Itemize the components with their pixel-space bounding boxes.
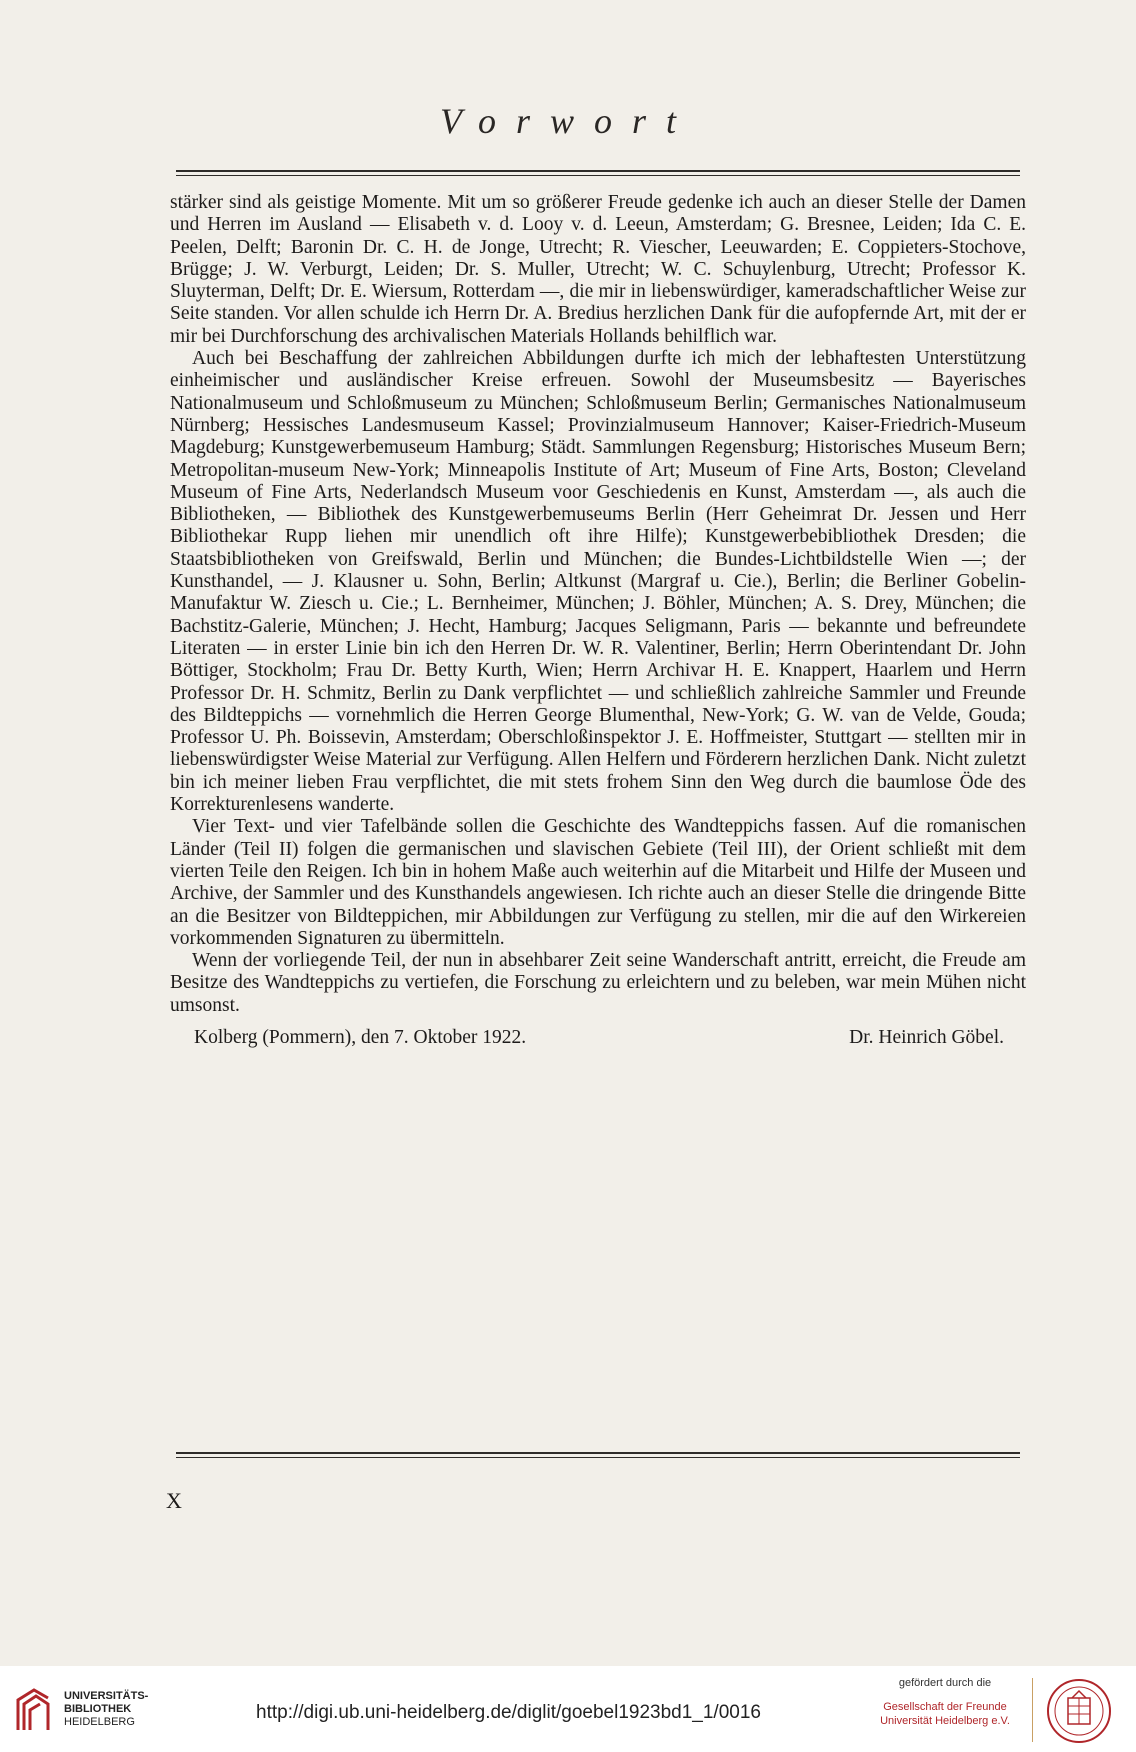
paragraph: Vier Text- und vier Tafelbände sollen die Geschichte des Wandteppichs fassen. Auf die romanischen Länder (Teil II) folgen die germanischen und slavischen Gebiete (Teil III), der Orient schließt mit dem vierten Teile den Reigen. Ich bin in hohem Maße auch weiterhin auf die Mitarbeit und Hilfe der Museen und Archive, der Sammler und des Kunsthandels angewiesen. Ich richte auch an dieser Stelle die dringende Bitte an die Besitzer von Bildteppichen, mir Abbildungen zur Verfügung zu stellen, mir die auf den Wirkereien vorkommenden Signaturen zu übermitteln. [170, 816, 1026, 949]
header-rule-bottom [176, 175, 1020, 176]
library-name [64, 1690, 148, 1729]
paragraph: Auch bei Beschaffung der zahlreichen Abbildungen durfte ich mich der lebhaftesten Unterstützung einheimischer und ausländischer Kreise erfreuen. Sowohl der Museumsbesitz — Bayerisches Nationalmuseum und Schloßmuseum zu München; Schloßmuseum Berlin; Germanisches Nationalmuseum Nürnberg; Hessisches Landesmuseum Kassel; Provinzialmuseum Hannover; Kaiser-Friedrich-Museum Magdeburg; Kunstgewerbemuseum Hamburg; Städt. Sammlungen Regensburg; Historisches Museum Bern; Metropolitan-museum New-York; Minneapolis Institute of Art; Museum of Fine Arts, Boston; Cleveland Museum of Fine Arts, Nederlandsch Museum voor Geschiedenis en Kunst, Amsterdam —, als auch die Bibliotheken, — Bibliothek des Kunstgewerbemuseums Berlin (Herr Geheimrat Dr. Jessen und Herr Bibliothekar Rupp liehen mir unendlich oft ihre Hilfe); Kunstgewerbebibliothek Dresden; die Staatsbibliotheken von Greifswald, Berlin und München; die Bundes-Lichtbildstelle Wien —; der Kunsthandel, — J. Klausner u. Sohn, Berlin; Altkunst (Margraf u. Cie.), Berlin; die Berliner Gobelin-Manufaktur W. Ziesch u. Cie.; L. Bernheimer, München; J. Böhler, München; A. S. Drey, München; die Bachstitz-Galerie, München; J. Hecht, Hamburg; Jacques Seligmann, Paris — bekannte und befreundete Literaten — in erster Linie bin ich den Herren Dr. W. R. Valentiner, Berlin; Herrn Oberintendant Dr. John Böttiger, Stockholm; Frau Dr. Betty Kurth, Wien; Herrn Archivar H. E. Knappert, Haarlem und Herrn Professor Dr. H. Schmitz, Berlin zu Dank verpflichtet — und schließlich zahlreiche Sammler und Freunde des Bildteppichs — vornehmlich die Herren George Blumenthal, New-York; G. W. van de Velde, Gouda; Professor U. Ph. Boissevin, Amsterdam; Oberschloßinspektor J. E. Hoffmeister, Stuttgart — stellten mir in liebenswürdigster Weise Material zur Verfügung. Allen Helfern und Förderern herzlichen Dank. Nicht zuletzt bin ich meiner lieben Frau verpflichtet, die mit stets frohem Sinn den Weg durch die baumlose Öde des Korrekturenlesens wanderte. [170, 348, 1026, 816]
digitization-footer [0, 1666, 1136, 1752]
permalink-url[interactable]: http://digi.ub.uni-heidelberg.de/diglit/goebel1923bd1_1/0016 [256, 1702, 761, 1723]
paragraph: Wenn der vorliegende Teil, der nun in absehbarer Zeit seine Wanderschaft antritt, erreicht, die Freude am Besitze des Wandteppichs zu vertiefen, die Forschung zu erleichtern und zu beleben, war mein Mühen nicht umsonst. [170, 950, 1026, 1016]
footer-rule-bottom [176, 1457, 1020, 1458]
place-date: Kolberg (Pommern), den 7. Oktober 1922. [194, 1026, 527, 1048]
sponsor-intro: gefördert durch die [898, 1677, 992, 1689]
page-number: X [166, 1488, 182, 1513]
page-title: Vorwort [439, 101, 697, 141]
signature-line [170, 1027, 1026, 1049]
library-name-line: UNIVERSITÄTS- [64, 1690, 149, 1702]
author-name: Dr. Heinrich Göbel. [849, 1026, 1004, 1048]
paragraph: stärker sind als geistige Momente. Mit um so größerer Freude gedenke ich auch an dieser Stelle der Damen und Herren im Ausland — Elisabeth v. d. Looy v. d. Leeun, Amsterdam; G. Bresnee, Leiden; Ida C. E. Peelen, Delft; Baronin Dr. C. H. de Jonge, Utrecht; R. Viescher, Leeuwarden; E. Coppieters-Stochove, Brügge; J. W. Verburgt, Leiden; Dr. S. Muller, Utrecht; W. C. Schuylenburg, Utrecht; Professor K. Sluyterman, Delft; Dr. E. Wiersum, Rotterdam —, die mir in liebenswürdiger, kameradschaftlicher Weise zur Seite standen. Vor allen schulde ich Herrn Dr. A. Bredius herzlichen Dank für die aufopfernde Art, mit der er mir bei Durchforschung des archivalischen Materials Hollands behilflich war. [170, 192, 1026, 347]
footer-rule-top [176, 1452, 1020, 1454]
sponsor-name-line2: Universität Heidelberg e.V. [880, 1715, 1010, 1727]
preface-text [170, 192, 1026, 1049]
footer-divider [1032, 1678, 1033, 1742]
university-library-logo-icon [14, 1686, 52, 1734]
header-rule-top [176, 170, 1020, 172]
library-name-line: HEIDELBERG [64, 1716, 135, 1728]
sponsor-name-line1: Gesellschaft der Freunde [883, 1701, 1007, 1713]
library-name-line: BIBLIOTHEK [64, 1703, 132, 1715]
university-seal-icon [1046, 1678, 1112, 1744]
sponsor-credit [870, 1676, 1020, 1728]
